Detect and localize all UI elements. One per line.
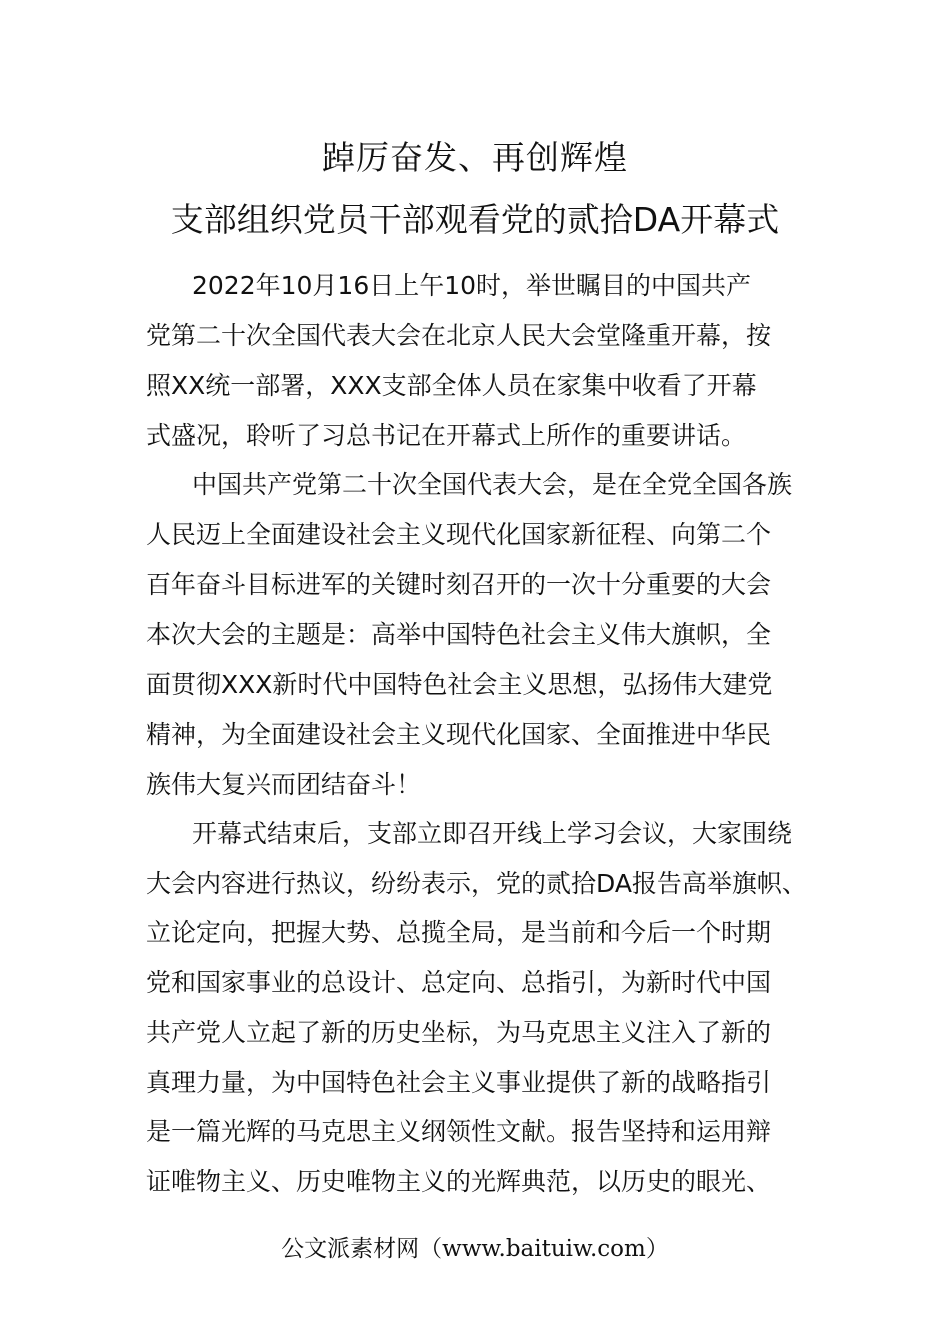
document-title: 踔厉奋发、再创辉煌 — [322, 138, 628, 177]
paragraph-line: 族伟大复兴而团结奋斗！ — [146, 770, 422, 799]
paragraph-line: 面贯彻XXX新时代中国特色社会主义思想，弘扬伟大建党 — [146, 670, 773, 699]
paragraph-line: 式盛况，聆听了习总书记在开幕式上所作的重要讲话。 — [146, 421, 747, 450]
paragraph-line: 中国共产党第二十次全国代表大会，是在全党全国各族 — [192, 470, 793, 499]
paragraph-line: 是一篇光辉的马克思主义纲领性文献。报告坚持和运用辩 — [146, 1117, 772, 1146]
paragraph-line: 党和国家事业的总设计、总定向、总指引，为新时代中国 — [146, 968, 772, 997]
paragraph-line: 党第二十次全国代表大会在北京人民大会堂隆重开幕，按 — [146, 321, 772, 350]
paragraph-line: 证唯物主义、历史唯物主义的光辉典范，以历史的眼光、 — [146, 1167, 772, 1196]
paragraph-line: 立论定向，把握大势、总揽全局，是当前和今后一个时期 — [146, 918, 772, 947]
paragraph-line: 开幕式结束后，支部立即召开线上学习会议，大家围绕 — [192, 819, 793, 848]
paragraph-line: 人民迈上全面建设社会主义现代化国家新征程、向第二个 — [146, 520, 772, 549]
paragraph-line: 百年奋斗目标进军的关键时刻召开的一次十分重要的大会 — [146, 570, 772, 599]
paragraph-line: 共产党人立起了新的历史坐标，为马克思主义注入了新的 — [146, 1018, 772, 1047]
paragraph-line: 本次大会的主题是：高举中国特色社会主义伟大旗帜，全 — [146, 620, 772, 649]
paragraph-line: 2022年10月16日上午10时，举世瞩目的中国共产 — [192, 271, 752, 300]
document-subtitle: 支部组织党员干部观看党的贰拾DA开幕式 — [170, 200, 780, 239]
paragraph-line: 照XX统一部署，XXX支部全体人员在家集中收看了开幕 — [146, 371, 757, 400]
footer-source: 公文派素材网（www.baituiw.com） — [281, 1236, 669, 1262]
paragraph-line: 精神，为全面建设社会主义现代化国家、全面推进中华民 — [146, 720, 772, 749]
paragraph-line: 大会内容进行热议，纷纷表示，党的贰拾DA报告高举旗帜、 — [146, 869, 807, 898]
paragraph-line: 真理力量，为中国特色社会主义事业提供了新的战略指引 — [146, 1068, 772, 1097]
